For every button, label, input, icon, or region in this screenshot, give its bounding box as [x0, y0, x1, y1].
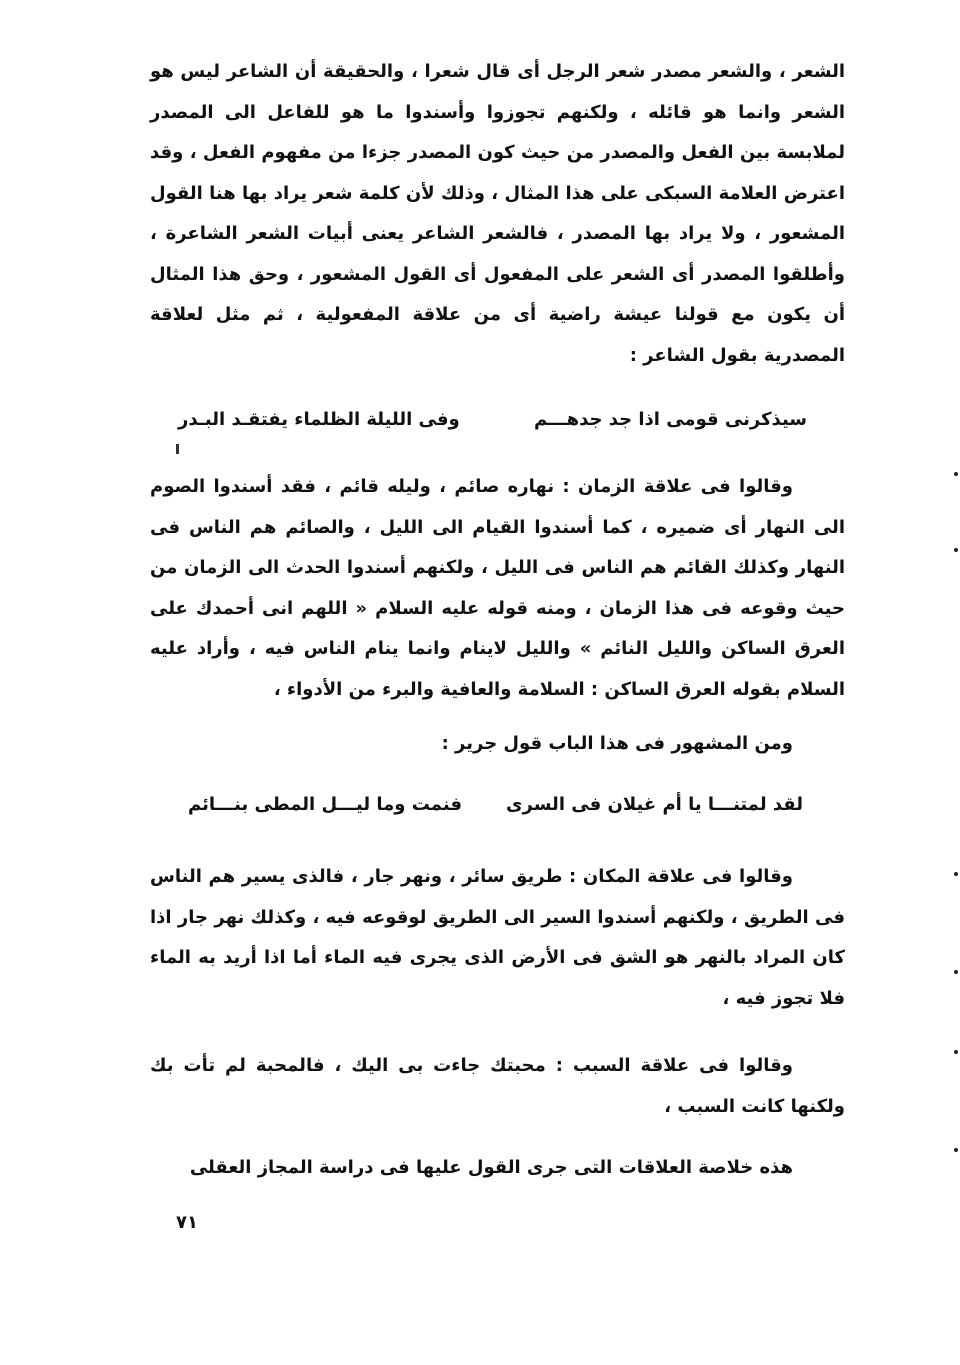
paragraph-time-relation: وقالوا فى علاقة الزمان : نهاره صائم ، وليله قائم ، فقد أسندوا الصوم الى النهار أى ضميره ، كما أسندوا القيام الى الليل ، والصائم هم الناس فى النهار وكذلك القائم هم الناس فى الليل ، ولكنهم أسندوا الحدث الى الزمان من حيث وقوعه فى هذا الزمان ، ومنه قوله عليه السلام « اللهم انى أحمدك على العرق الساكن والليل النائم » والليل لاينام وانما ينام الناس فيه ، وأراد عليه السلام بقوله العرق الساكن : السلامة والعافية والبرء من الأدواء ، — [150, 476, 845, 700]
paragraph-cause-relation: وقالوا فى علاقة السبب : محبتك جاءت بى اليك ، فالمحبة لم تأت بك ولكنها كانت السبب ، — [150, 1055, 845, 1117]
scan-mark — [176, 444, 179, 454]
paragraph-masdar-relation: الشعر ، والشعر مصدر شعر الرجل أى قال شعرا ، والحقيقة أن الشاعر ليس هو الشعر وانما هو قائله ، ولكنهم تجوزوا وأسندوا ما هو للفاعل الى المصدر لملابسة بين الفعل والمصدر من حيث كون المصدر جزءا من مفهوم الفعل ، وقد اعترض العلامة السبكى على هذا المثال ، وذلك لأن كلمة شعر يراد بها هنا القول المشعور ، ولا يراد بها المصدر ، فالشعر الشاعر يعنى أبيات الشعر الشاعرة ، وأطلقوا المصدر أى الشعر على المفعول أى القول المشعور ، وحق هذا المثال أن يكون مع قولنا عيشة راضية أى من علاقة المفعولية ، ثم مثل لعلاقة المصدرية بقول الشاعر : — [150, 61, 845, 366]
page-number: ٧١ — [176, 1212, 198, 1233]
scan-speck — [954, 970, 958, 974]
verse-jarir-line — [150, 785, 845, 825]
scan-speck — [954, 1050, 958, 1054]
verse-first-hemistich: سيذكرنى قومى اذا جد جدهـــم — [534, 409, 807, 430]
paragraph-jarir-intro: ومن المشهور فى هذا الباب قول جرير : — [441, 733, 793, 754]
verse-poet-line — [150, 400, 845, 440]
verse-first-hemistich: لقد لمتنـــا يا أم غيلان فى السرى — [506, 794, 803, 815]
scan-speck — [954, 872, 958, 876]
scan-speck — [954, 1148, 958, 1152]
verse-second-hemistich: وفى الليلة الظلماء يفتقـد البـدر — [178, 409, 460, 430]
paragraph-place-relation: وقالوا فى علاقة المكان : طريق سائر ، ونهر جار ، فالذى يسير هم الناس فى الطريق ، ولكنهم أسندوا السير الى الطريق لوقوعه فيه ، وكذلك نهر جار اذا كان المراد بالنهر هو الشق فى الأرض الذى يجرى فيه الماء أما اذا أريد به الماء فلا تجوز فيه ، — [150, 866, 845, 1009]
paragraph-summary: هذه خلاصة العلاقات التى جرى القول عليها فى دراسة المجاز العقلى — [189, 1157, 793, 1178]
scan-speck — [954, 472, 958, 476]
verse-second-hemistich: فنمت وما ليـــل المطى بنـــائم — [188, 794, 462, 815]
scan-speck — [954, 548, 958, 552]
